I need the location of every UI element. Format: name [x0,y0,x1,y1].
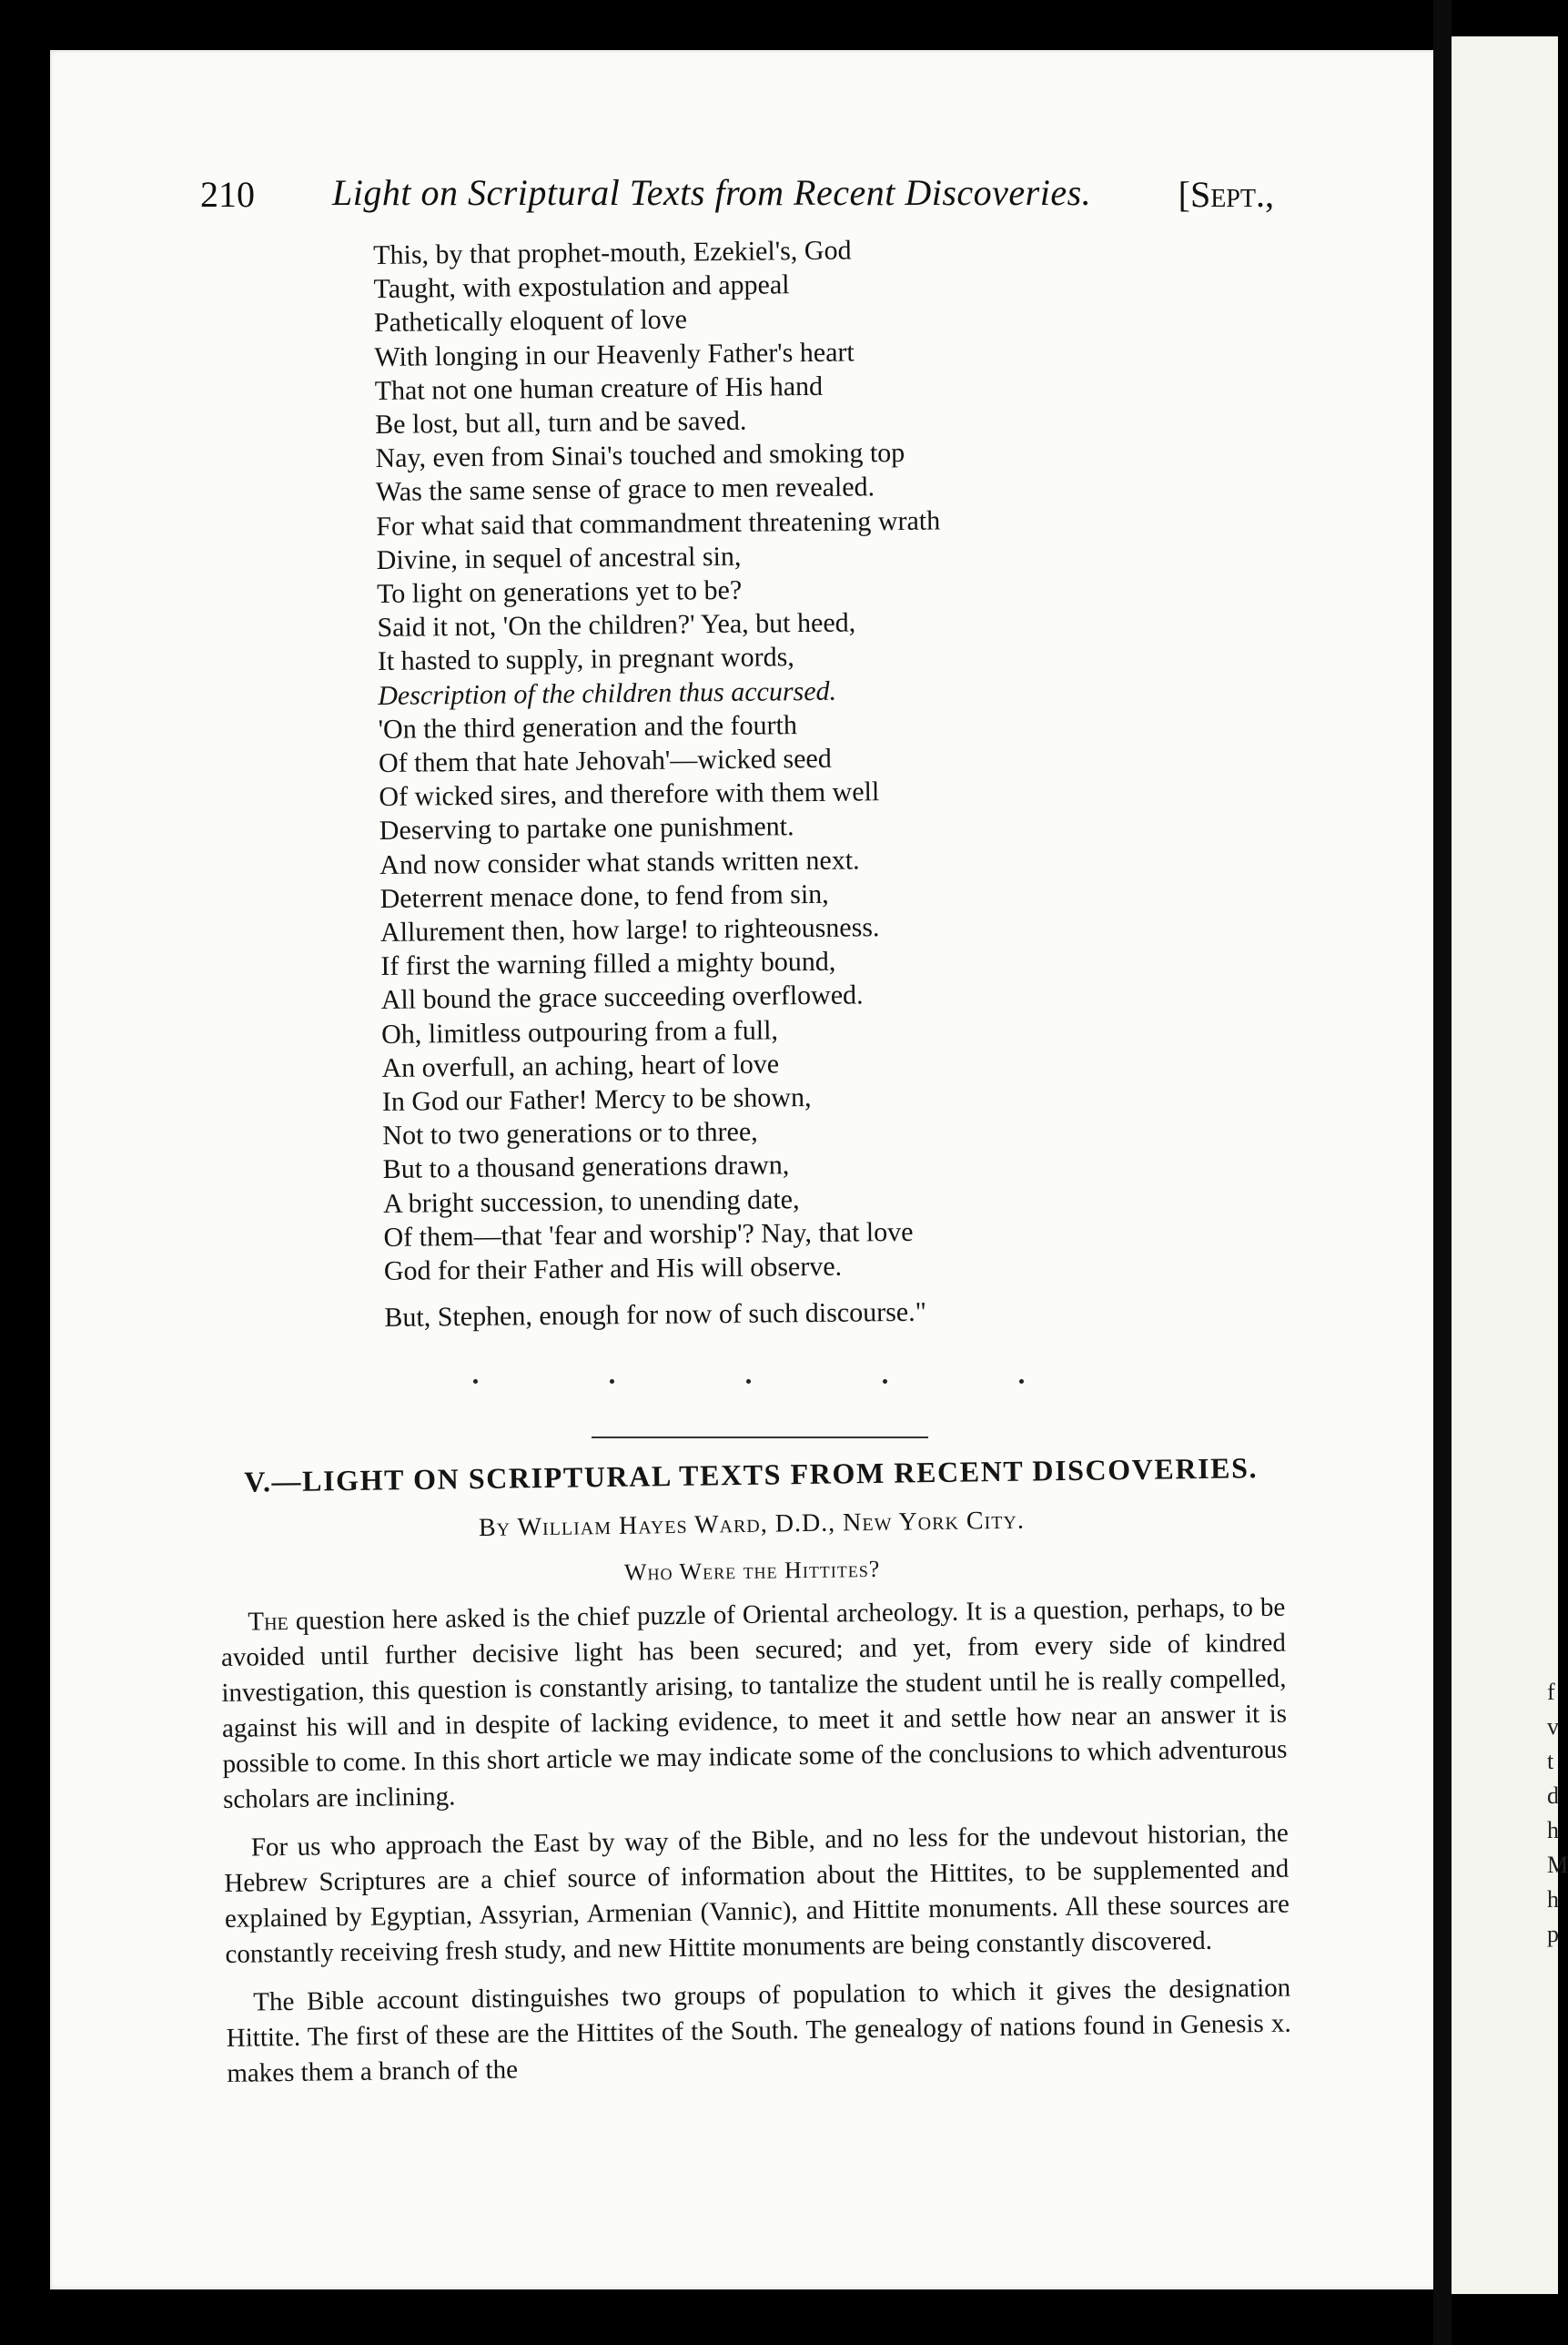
fragment-letter: M [1547,1852,1568,1878]
poem-line: Said it not, 'On the children?' Yea, but heed, [377,607,856,644]
poem-line: With longing in our Heavenly Father's heart [374,337,855,372]
article [218,1451,1291,2092]
paragraph-text: For us who approach the East by way of the Bible, and no less for the undevout historian, the Hebrew Scriptures are a chief source of information about the Hittites, to be supplemented and explained by Egyptian, Assyrian, Armenian (Vannic), and Hittite monuments. All these sources are constantly receiving fresh study, and new Hittite monuments are being constantly discovered. [224,1818,1290,1969]
poem-line: Pathetically eloquent of love [373,304,688,339]
fragment-letter: p [1547,1921,1559,1947]
poem-line: In God our Father! Mercy to be shown, [381,1082,812,1118]
poem-closing-line: But, Stephen, enough for now of such discourse." [384,1296,927,1334]
poem-line: To light on generations yet to be? [376,574,743,610]
fragment-letter: h [1547,1886,1559,1913]
fragment-letter: t [1547,1748,1554,1774]
paragraph-lead: The [248,1606,288,1637]
poem-line: God for their Father and His will observe. [383,1251,843,1287]
poem-line: And now consider what stands written next. [379,845,860,880]
poem-line: But to a thousand generations drawn, [382,1150,790,1185]
running-title: Light on Scriptural Texts from Recent Discoveries. [332,172,1092,213]
paragraph-text: question here asked is the chief puzzle of Oriental archeology. It is a question, perhaps, to be avoided until further decisive light has been secured; and yet, from every side of kindred investigation, this question is constantly arising, to tantalize the student until he is really compelled, against his will and in despite of lacking evidence, to meet it and settle how near an answer it is possible to come. In this short article we may indicate some of the conclusions to which adventurous scholars are inclining. [220,1592,1288,1814]
running-date: [Sept., [1178,174,1274,215]
section-divider [592,1436,928,1438]
fragment-letter: v [1547,1713,1559,1740]
facing-page-edge [1452,36,1568,2294]
poem-line: If first the warning filled a mighty bound, [380,946,836,982]
book-gutter [1433,0,1452,2345]
poem-line: This, by that prophet-mouth, Ezekiel's, God [373,235,852,270]
article-paragraph [226,1971,1292,2092]
poem-line: Not to two generations or to three, [382,1116,758,1152]
poem-line: All bound the grace succeeding overflowed. [380,980,864,1016]
poem [373,230,1168,1335]
running-head [200,171,1274,226]
ellipsis-dots [473,1379,1056,1397]
poem-line: Of them—that 'fear and worship'? Nay, that love [383,1216,914,1253]
fragment-letter: f [1547,1679,1555,1705]
poem-line: An overfull, an aching, heart of love [381,1049,780,1083]
article-author: By William Hayes Ward, D.D., New York City. [478,1506,1026,1543]
poem-line: Description of the children thus accursed. [378,675,837,711]
poem-line: Was the same sense of grace to men revealed. [375,472,875,508]
article-paragraph [224,1816,1290,1973]
poem-line: Deserving to partake one punishment. [379,811,794,847]
page-number: 210 [200,174,255,215]
article-title: V.—LIGHT ON SCRIPTURAL TEXTS FROM RECENT DISCOVERIES. [244,1451,1259,1498]
facing-page-fragment [1547,1675,1568,1952]
poem-line: For what said that commandment threatening wrath [376,505,941,542]
poem-line: Be lost, but all, turn and be saved. [374,405,747,441]
article-paragraph [220,1590,1288,1818]
poem-line: Of wicked sires, and therefore with them well [379,777,880,813]
poem-line: Divine, in sequel of ancestral sin, [376,541,742,575]
fragment-letter: d [1547,1782,1559,1809]
poem-line: That not one human creature of His hand [374,371,824,406]
paragraph-text: The Bible account distinguishes two groups of population to which it gives the designation Hittite. The first of these are the Hittites of the South. The genealogy of nations found in Genesis x. makes them a branch of the [226,1973,1291,2088]
article-subheading: Who Were the Hittites? [623,1555,881,1586]
poem-line: Nay, even from Sinai's touched and smoking top [375,438,905,474]
poem-line: Allurement then, how large! to righteousness. [379,912,880,949]
poem-line: Taught, with expostulation and appeal [373,269,790,305]
poem-line: Oh, limitless outpouring from a full, [380,1015,779,1050]
fragment-letter: h [1547,1817,1559,1843]
poem-line: Deterrent menace done, to fend from sin, [379,878,829,914]
poem-line: 'On the third generation and the fourth [378,709,798,745]
poem-line: Of them that hate Jehovah'—wicked seed [378,743,832,779]
poem-line: It hasted to supply, in pregnant words, [377,642,795,677]
poem-line: A bright succession, to unending date, [382,1183,800,1219]
